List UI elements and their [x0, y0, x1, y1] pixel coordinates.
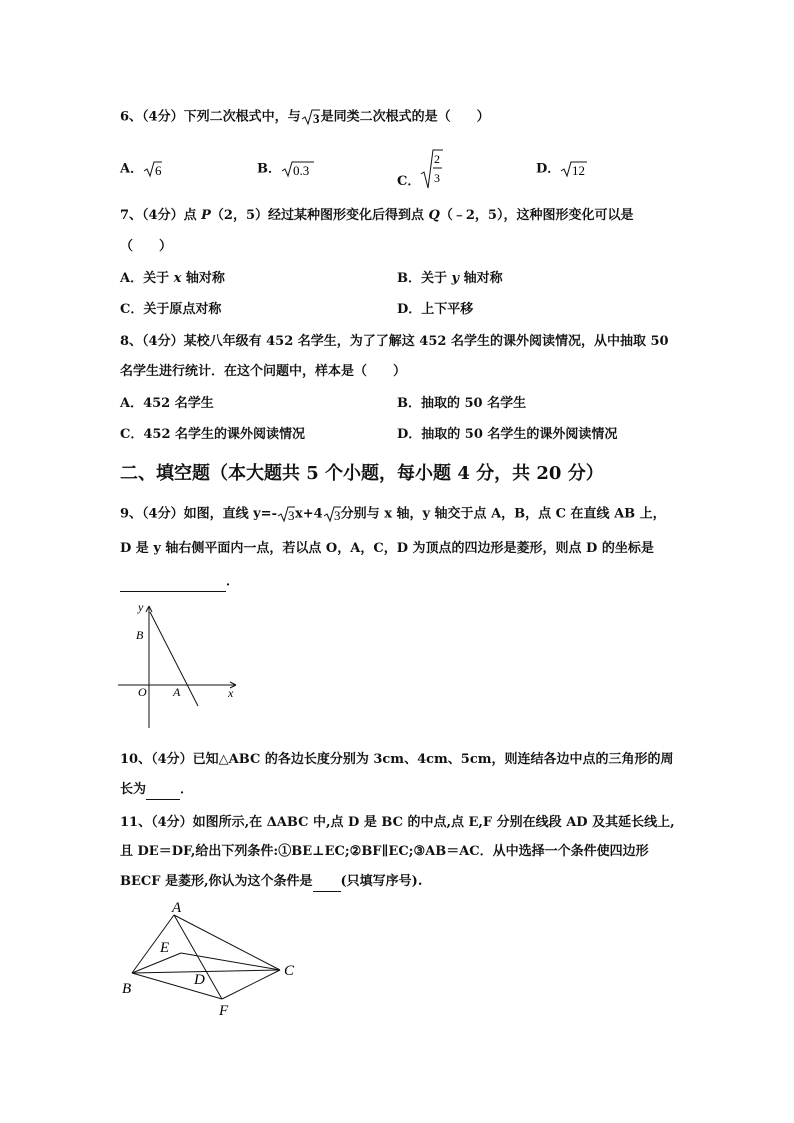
q6-option-d-value: 12: [572, 163, 586, 178]
q7-option-b-label: B．关于: [397, 271, 452, 286]
sqrt-symbol: [281, 160, 315, 178]
q6-stem-prefix: 6、（4分）下列二次根式中，与: [120, 109, 301, 125]
q6-stem: [120, 108, 490, 127]
q7-point-q: Q: [428, 208, 440, 223]
sqrt-symbol: [323, 505, 341, 523]
q9-answer-line: [120, 573, 239, 592]
q6-option-a-value: 6: [155, 163, 162, 178]
q7-option-a-var: x: [173, 271, 182, 286]
q7-option-a-rest: 轴对称: [181, 271, 225, 286]
q7-option-b-var: y: [451, 271, 460, 286]
q10-stem-line2: [120, 781, 193, 800]
q9-radicand-1: 3: [287, 508, 295, 523]
q8-option-a: A．452 名学生: [120, 396, 214, 411]
label-a: A: [173, 685, 181, 699]
q6-option-c-denominator: 3: [434, 171, 441, 185]
q11-stem-line2: 且 DE＝DF,给出下列条件:①BE⊥EC;②BF∥EC;③AB＝AC．从中选择一个条件使四边形: [120, 844, 649, 859]
q11-text-b: (只填写序号).: [340, 874, 423, 889]
q10-stem-line1: 10、（4分）已知△ABC 的各边长度分别为 3cm、4cm、5cm，则连结各边中点的三角形的周: [120, 752, 674, 767]
label-b: B: [122, 981, 132, 997]
q11-stem-line3: [120, 873, 422, 892]
q6-option-a: [120, 160, 163, 179]
sqrt-symbol: [560, 160, 588, 178]
q9-radicand-2: 3: [333, 508, 341, 523]
segment-ec: [181, 953, 280, 970]
q6-option-b: [257, 160, 315, 179]
q9-stem-line2: D 是 y 轴右侧平面内一点，若以点 O，A，C，D 为顶点的四边形是菱形，则点 D 的坐标是: [120, 541, 654, 556]
q8-option-b: B．抽取的 50 名学生: [397, 396, 527, 411]
q6-option-d-label: D．: [536, 161, 561, 177]
q7-option-b-rest: 轴对称: [459, 271, 503, 286]
q11-stem-line1: 11、（4分）如图所示,在 ΔABC 中,点 D 是 BC 的中点,点 E,F 分别在线段 AD 及其延长线上,: [120, 815, 675, 830]
label-c: C: [284, 963, 295, 979]
label-x: x: [228, 686, 234, 700]
q9-period: ．: [226, 574, 240, 589]
section-heading: 二、填空题（本大题共 5 个小题，每小题 4 分，共 20 分）: [120, 463, 604, 484]
q6-option-b-value: 0.3: [293, 163, 310, 178]
q7-option-c: [120, 301, 221, 319]
q7-stem: [120, 207, 633, 225]
q6-option-d: [536, 160, 588, 179]
q9-answer-blank[interactable]: [120, 573, 226, 592]
q7-option-d: [397, 301, 473, 319]
label-d: D: [194, 972, 205, 988]
q7-text-a: 7、（4分）点: [120, 208, 202, 223]
q7-text-c: （﹣2，5），这种图形变化可以是: [439, 208, 634, 223]
q8-option-c: C．452 名学生的课外阅读情况: [120, 427, 306, 442]
q9-text-b: x+4: [294, 506, 323, 522]
q7-option-d-label: D．上下平移: [397, 302, 474, 317]
sqrt-symbol: [301, 108, 321, 126]
q10-answer-blank[interactable]: [146, 781, 180, 800]
label-y: y: [138, 600, 144, 614]
label-b: B: [136, 628, 144, 642]
q8-stem-line1: 8、（4分）某校八年级有 452 名学生，为了了解这 452 名学生的课外阅读情况，从中抽取 50: [120, 334, 669, 349]
q9-text-a: 9、（4分）如图，直线 y=-: [120, 506, 277, 522]
q6-stem-suffix: 是同类二次根式的是（ ）: [320, 109, 490, 125]
q7-option-a-label: A．关于: [120, 271, 174, 286]
q9-stem-line1: [120, 505, 666, 524]
q6-stem-radicand: 3: [312, 111, 320, 126]
q10-text-b: ．: [180, 782, 194, 797]
q6-option-c: [397, 148, 444, 190]
q8-stem-line2: 名学生进行统计．在这个问题中，样本是（ ）: [120, 364, 407, 379]
q11-answer-blank[interactable]: [313, 873, 341, 892]
sqrt-fraction: [420, 148, 444, 190]
q7-stem-line2: （ ）: [120, 239, 173, 254]
segment-bf: [132, 973, 222, 999]
q7-option-c-label: C．关于原点对称: [120, 302, 222, 317]
q6-option-c-numerator: 2: [434, 152, 441, 166]
q10-text-a: 长为: [120, 782, 147, 797]
label-f: F: [219, 1003, 229, 1019]
q11-figure: [118, 895, 308, 1020]
q9-text-c: 分别与 x 轴，y 轴交于点 A，B，点 C 在直线 AB 上，: [340, 506, 666, 522]
segment-fc: [222, 970, 280, 999]
q7-option-b: [397, 270, 503, 288]
sqrt-symbol: [143, 160, 163, 178]
q6-option-c-label: C．: [397, 173, 421, 189]
sqrt-symbol: [277, 505, 295, 523]
label-e: E: [160, 940, 170, 956]
q7-option-a: [120, 270, 225, 288]
label-a: A: [172, 900, 182, 916]
q7-point-p: P: [201, 208, 211, 223]
label-o: O: [138, 685, 147, 699]
q8-option-d: D．抽取的 50 名学生的课外阅读情况: [397, 427, 618, 442]
q9-figure: [118, 598, 242, 730]
q6-option-b-label: B．: [257, 161, 281, 177]
q6-option-a-label: A．: [120, 161, 144, 177]
q7-text-b: （2，5）经过某种图形变化后得到点: [210, 208, 429, 223]
q11-text-a: BECF 是菱形,你认为这个条件是: [120, 874, 313, 889]
